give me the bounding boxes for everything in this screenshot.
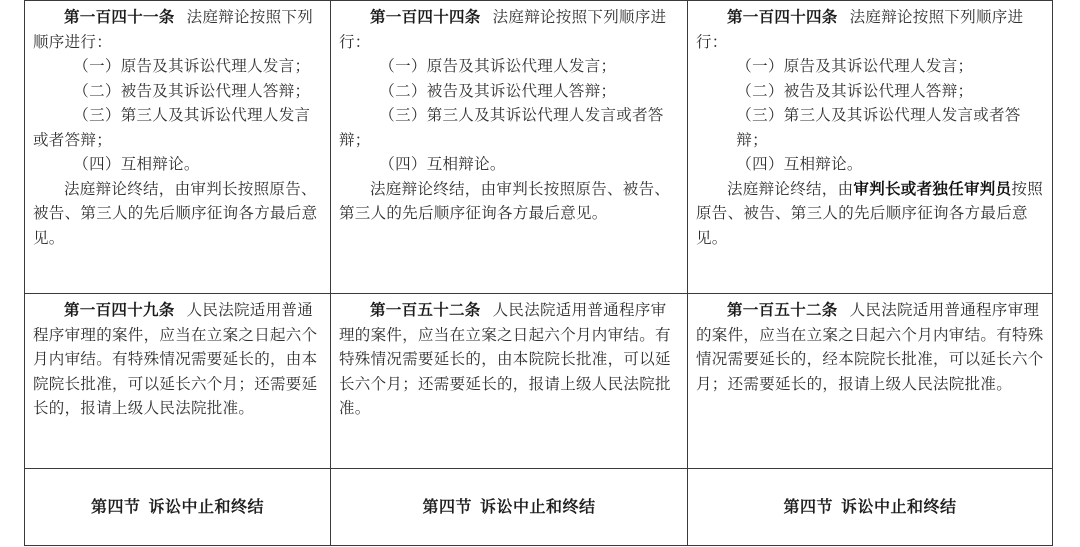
- list-item: （一）原告及其诉讼代理人发言；: [736, 57, 974, 75]
- article-number: 第一百五十二条: [727, 301, 838, 319]
- cell-col1-article-149: [25, 294, 331, 469]
- cell-col3-article-144: [688, 1, 1053, 294]
- list-item: （一）原告及其诉讼代理人发言；: [379, 57, 617, 75]
- article-141-closing: 法庭辩论终结，由审判长按照原告、被告、第三人的先后顺序征询各方最后意见。: [33, 179, 318, 247]
- article-144-lead: 第一百四十四条 法庭辩论按照下列顺序进行：: [339, 8, 667, 51]
- article-number: 第一百四十九条: [64, 301, 175, 319]
- section-heading: 第四节 诉讼中止和终结: [422, 496, 596, 516]
- article-144-lead: 第一百四十四条 法庭辩论按照下列顺序进行：: [696, 8, 1024, 51]
- article-149-text: 第一百四十九条 人民法院适用普通程序审理的案件，应当在立案之日起六个月内审结。有特殊情况需要延长的，由本院院长批准，可以延长六个月；还需要延长的，报请上级人民法院批准。: [33, 301, 318, 417]
- article-144-closing: 法庭辩论终结，由审判长按照原告、被告、第三人的先后顺序征询各方最后意见。: [339, 179, 671, 222]
- amended-text-highlight: 审判长或者独任审判员: [853, 179, 1012, 198]
- cell-col3-section: [688, 469, 1053, 546]
- article-141-lead: 第一百四十一条 法庭辩论按照下列顺序进行：: [33, 8, 314, 51]
- cell-col3-article-152: [688, 294, 1053, 469]
- list-item: （四）互相辩论。: [73, 155, 200, 173]
- law-comparison-table: [24, 0, 1053, 546]
- article-144-closing: 法庭辩论终结，由审判长或者独任审判员按照原告、被告、第三人的先后顺序征询各方最后意见。: [696, 179, 1044, 247]
- table-row-debate-order: [25, 1, 1053, 294]
- list-item: （二）被告及其诉讼代理人答辩；: [379, 81, 617, 100]
- list-item: （一）原告及其诉讼代理人发言；: [73, 57, 311, 75]
- cell-col2-section: [331, 469, 688, 546]
- article-number: 第一百五十二条: [370, 301, 481, 319]
- list-item: （三）第三人及其诉讼代理人发言或者答辩；: [33, 106, 311, 149]
- cell-col2-article-144: [331, 1, 688, 294]
- article-152-text: 第一百五十二条 人民法院适用普通程序审理的案件，应当在立案之日起六个月内审结。有特殊情况需要延长的，由本院院长批准，可以延长六个月；还需要延长的，报请上级人民法院批准。: [339, 301, 671, 417]
- section-heading: 第四节 诉讼中止和终结: [783, 496, 957, 516]
- section-heading: 第四节 诉讼中止和终结: [90, 496, 265, 516]
- article-number: 第一百四十四条: [727, 8, 838, 26]
- article-152-text: 第一百五十二条 人民法院适用普通程序审理的案件，应当在立案之日起六个月内审结。有特殊情况需要延长的，经本院院长批准，可以延长六个月；还需要延长的，报请上级人民法院批准。: [696, 301, 1044, 393]
- list-item: （二）被告及其诉讼代理人答辩；: [73, 81, 311, 100]
- list-item: （二）被告及其诉讼代理人答辩；: [736, 81, 974, 100]
- list-item: （四）互相辩论。: [736, 155, 863, 173]
- article-number: 第一百四十一条: [64, 8, 175, 26]
- table-row-section-heading: [25, 469, 1053, 546]
- list-item: （三）第三人及其诉讼代理人发言或者答辩；: [736, 106, 1021, 149]
- table-row-trial-period: [25, 294, 1053, 469]
- article-number: 第一百四十四条: [370, 8, 481, 26]
- list-item: （四）互相辩论。: [379, 155, 506, 173]
- cell-col2-article-152: [331, 294, 688, 469]
- cell-col1-article-141: [25, 1, 331, 294]
- list-item: （三）第三人及其诉讼代理人发言或者答辩；: [339, 106, 664, 149]
- cell-col1-section: [25, 469, 331, 546]
